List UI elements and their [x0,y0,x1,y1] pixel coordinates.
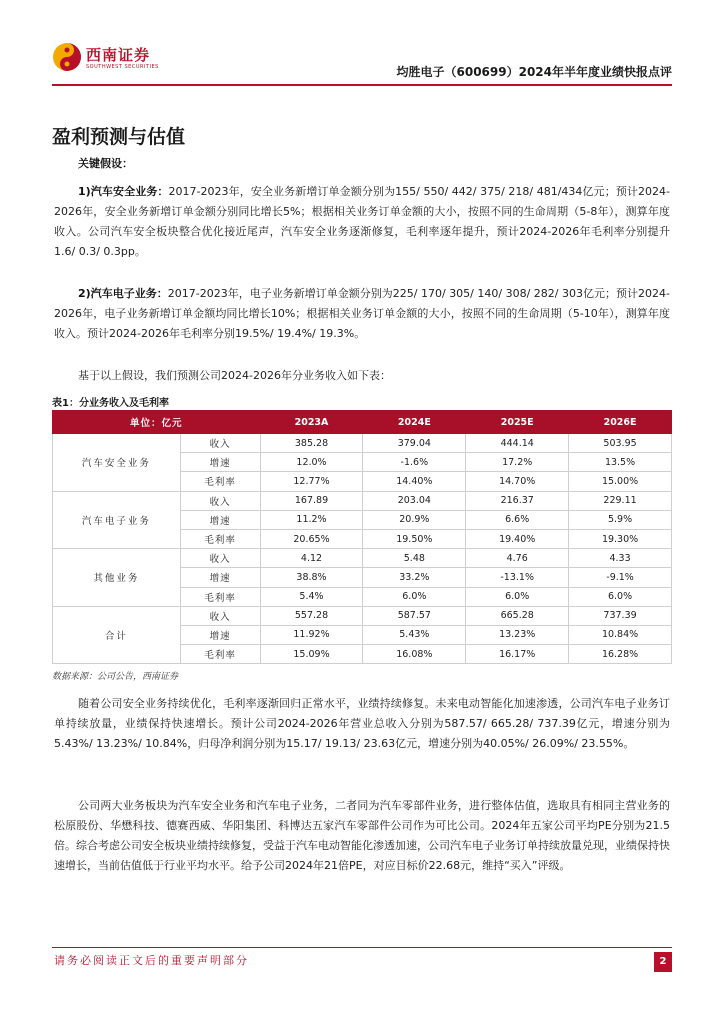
forecast-intro: 基于以上假设，我们预测公司2024-2026年分业务收入如下表： [78,369,391,382]
value-cell: 20.9% [363,510,466,529]
value-cell: 229.11 [569,491,672,510]
value-cell: 503.95 [569,434,672,453]
assumption-paragraph-1 [54,182,670,262]
value-cell: 5.4% [260,587,363,606]
value-cell: 4.33 [569,549,672,568]
value-cell: 16.17% [466,645,569,664]
value-cell: 20.65% [260,529,363,548]
value-cell: 16.08% [363,645,466,664]
table-row [53,606,672,625]
metric-cell: 毛利率 [180,529,260,548]
value-cell: 12.77% [260,472,363,491]
assumption-1-text: 2017-2023年，安全业务新增订单金额分别为155/ 550/ 442/ 375/ 218/ 481/434亿元；预计2024-2026年，安全业务新增订单金额分别同比增长5%；根据相关业务订单金额的大小，按照不同的生命周期（5-8年），测算年度收入。公司汽车安全板块整合优化接近尾声，汽车安全业务逐渐修复，毛利率逐年提升，预计2024-2026年毛利率分别提升1.6/ 0.3/ 0.3pp。 [54,185,670,258]
disclaimer-notice: 请务必阅读正文后的重要声明部分 [54,954,249,967]
value-cell: 385.28 [260,434,363,453]
outlook-paragraph: 随着公司安全业务持续优化，毛利率逐渐回归正常水平，业绩持续修复。未来电动智能化加速渗透，公司汽车电子业务订单持续放量，业绩保持快速增长。预计公司2024-2026年营业总收入分别为587.57/ 665.28/ 737.39亿元，增速分别为5.43%/ 13.23%/ 10.84%，归母净利润分别为15.17/ 19.13/ 23.63亿元，增速分别为40.05%/ 26.09%/ 23.55%。 [54,697,670,750]
table-header-row [53,411,672,434]
metric-cell: 增速 [180,510,260,529]
value-cell: 5.43% [363,625,466,644]
value-cell: 10.84% [569,625,672,644]
key-assumptions-text: 关键假设： [78,157,133,170]
metric-cell: 毛利率 [180,587,260,606]
year-header: 2024E [363,411,466,434]
segment-cell: 汽车安全业务 [53,434,181,492]
assumption-1-lead: 1)汽车安全业务： [78,185,169,198]
logo-name: 西南证券 [86,46,151,64]
value-cell: 5.9% [569,510,672,529]
value-cell: -9.1% [569,568,672,587]
value-cell: 167.89 [260,491,363,510]
page-number: 2 [654,952,672,972]
value-cell: 13.5% [569,453,672,472]
value-cell: 15.00% [569,472,672,491]
footer-divider [52,947,672,948]
value-cell: 6.0% [363,587,466,606]
year-header: 2025E [466,411,569,434]
assumption-2-lead: 2)汽车电子业务： [78,287,168,300]
report-title: 均胜电子（600699）2024年半年度业绩快报点评 [396,65,672,79]
table-source: 数据来源：公司公告，西南证券 [52,672,179,682]
logo-subtitle: SOUTHWEST SECURITIES [86,64,159,70]
value-cell: 13.23% [466,625,569,644]
value-cell: 14.40% [363,472,466,491]
value-cell: 16.28% [569,645,672,664]
metric-cell: 收入 [180,491,260,510]
value-cell: 17.2% [466,453,569,472]
metric-cell: 收入 [180,434,260,453]
value-cell: 11.92% [260,625,363,644]
header-divider [52,84,672,86]
segment-cell: 汽车电子业务 [53,491,181,549]
metric-cell: 增速 [180,568,260,587]
valuation-paragraph: 公司两大业务板块为汽车安全业务和汽车电子业务，二者同为汽车零部件业务，进行整体估值，选取具有相同主营业务的松原股份、华懋科技、德赛西威、华阳集团、科博达五家汽车零部件公司作为可比公司。2024年五家公司平均PE分别为21.5倍。综合考虑公司安全板块业绩持续修复，受益于汽车电动智能化渗透加速，公司汽车电子业务订单持续放量兑现，业绩保持快速增长，当前估值低于行业平均水平。给予公司2024年21倍PE，对应目标价22.68元，维持“买入”评级。 [54,799,670,872]
metric-cell: 毛利率 [180,472,260,491]
value-cell: 12.0% [260,453,363,472]
metric-cell: 增速 [180,625,260,644]
value-cell: 4.12 [260,549,363,568]
assumption-paragraph-2 [54,284,670,344]
year-header: 2023A [260,411,363,434]
value-cell: 38.8% [260,568,363,587]
value-cell: 15.09% [260,645,363,664]
section-title: 盈利预测与估值 [52,126,186,148]
value-cell: 665.28 [466,606,569,625]
metric-cell: 收入 [180,606,260,625]
value-cell: 557.28 [260,606,363,625]
value-cell: 19.40% [466,529,569,548]
value-cell: 33.2% [363,568,466,587]
value-cell: 737.39 [569,606,672,625]
segment-cell: 合计 [53,606,181,664]
metric-cell: 收入 [180,549,260,568]
table-row [53,434,672,453]
value-cell: 11.2% [260,510,363,529]
value-cell: 19.50% [363,529,466,548]
table-row [53,491,672,510]
value-cell: 19.30% [569,529,672,548]
value-cell: 6.0% [466,587,569,606]
logo-mark-icon [52,42,82,72]
metric-cell: 毛利率 [180,645,260,664]
value-cell: 5.48 [363,549,466,568]
segment-cell: 其他业务 [53,549,181,607]
value-cell: -13.1% [466,568,569,587]
year-header: 2026E [569,411,672,434]
value-cell: 444.14 [466,434,569,453]
table-caption: 表1：分业务收入及毛利率 [52,398,169,409]
value-cell: 6.6% [466,510,569,529]
value-cell: 203.04 [363,491,466,510]
value-cell: 379.04 [363,434,466,453]
metric-cell: 增速 [180,453,260,472]
value-cell: 6.0% [569,587,672,606]
assumption-2-text: 2017-2023年，电子业务新增订单金额分别为225/ 170/ 305/ 140/ 308/ 282/ 303亿元；预计2024-2026年，电子业务新增订单金额均同比增长10%；根据相关业务订单金额的大小，按照不同的生命周期（5-10年），测算年度收入。预计2024-2026年毛利率分别19.5%/ 19.4%/ 19.3%。 [54,287,670,340]
value-cell: 587.57 [363,606,466,625]
revenue-margin-table [52,410,672,664]
value-cell: 14.70% [466,472,569,491]
page-header [0,0,724,90]
value-cell: -1.6% [363,453,466,472]
key-assumptions-label [54,154,670,174]
brand-logo [52,42,172,76]
table-row [53,549,672,568]
value-cell: 4.76 [466,549,569,568]
unit-header: 单位：亿元 [53,411,261,434]
value-cell: 216.37 [466,491,569,510]
